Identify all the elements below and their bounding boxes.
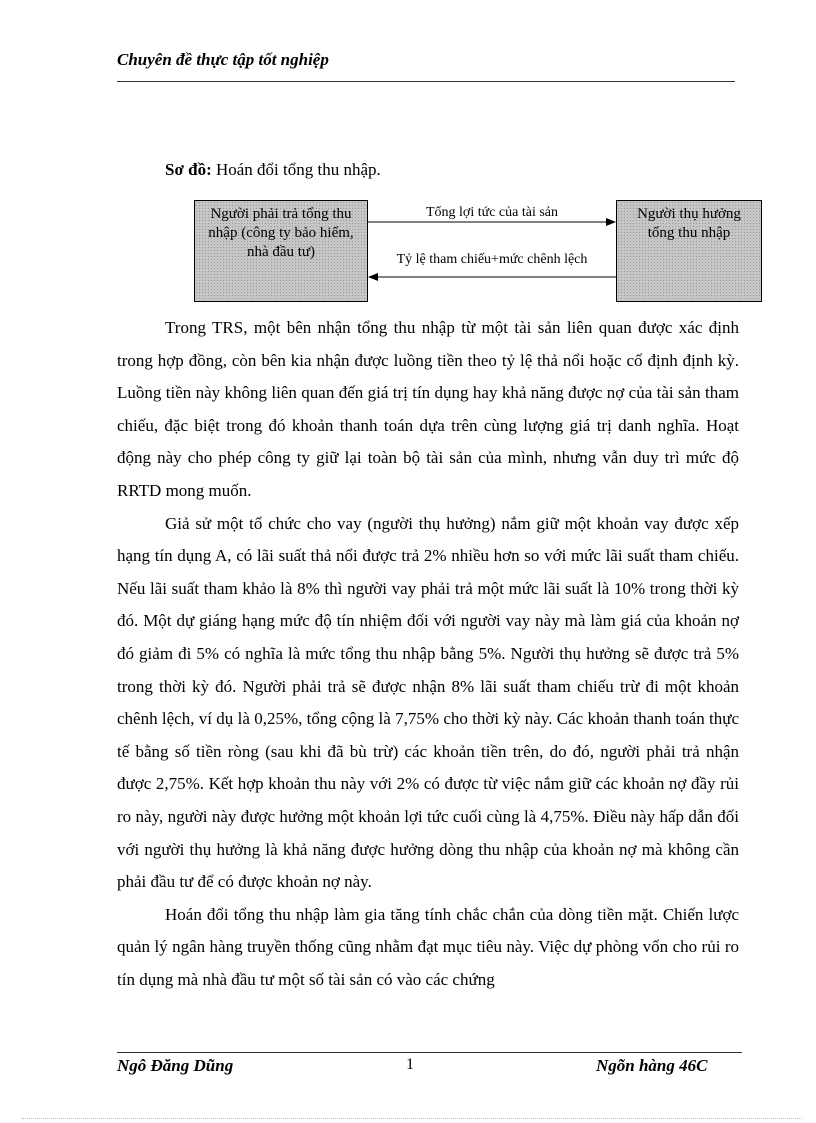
page-number: 1: [406, 1056, 414, 1073]
top-arrow-label: Tổng lợi tức của tài sản: [425, 205, 558, 220]
body-text: [117, 312, 739, 996]
paragraph: Giả sử một tổ chức cho vay (người thụ hưởng) nắm giữ một khoản vay được xếp hạng tín dụng A, có lãi suất thả nổi được trả 2% nhiều hơn so với mức lãi suất tham chiếu. Nếu lãi suất tham khảo là 8% thì người vay phải trả một mức lãi suất là 10% trong thời kỳ đó. Một dự giáng hạng mức độ tín nhiệm đối với người vay này mà làm giá của khoản nợ đó giảm đi 5% có nghĩa là mức tổng thu nhập bằng 5%. Người thụ hưởng sẽ được trả 5% trong thời kỳ đó. Người phải trả sẽ được nhận 8% lãi suất tham chiếu trừ đi một khoản chênh lệch, ví dụ là 0,25%, tổng cộng là 7,75% cho thời kỳ này. Các khoản thanh toán thực tế bằng số tiền ròng (sau khi đã bù trừ) các khoản tiền trên, do đó, người phải trả nhận được 2,75%. Kết hợp khoản thu này với 2% có được từ việc nắm giữ các khoản nợ đầy rủi ro này, người này được hưởng một khoản lợi tức cuối cùng là 4,75%. Điều này hấp dẫn đối với người thụ hưởng là khả năng được hưởng dòng thu nhập của khoản nợ mà không cần phải đầu tư để có được khoản nợ này.: [117, 513, 739, 892]
payer-box: Người phải trả tổng thu nhập (công ty bảo hiểm, nhà đầu tư): [194, 200, 368, 302]
caption-label: Sơ đồ:: [165, 160, 212, 179]
paragraph: Trong TRS, một bên nhận tổng thu nhập từ một tài sản liên quan được xác định trong hợp đồng, còn bên kia nhận được luồng tiền theo tỷ lệ thả nổi hoặc cố định định kỳ. Luồng tiền này không liên quan đến giá trị tín dụng hay khả năng được nợ của tài sản tham chiếu, đặc biệt trong đó khoản thanh toán dựa trên cùng lượng giá trị danh nghĩa. Hoạt động này cho phép công ty giữ lại toàn bộ tài sản của mình, nhưng vẫn duy trì mức độ RRTD mong muốn.: [117, 318, 739, 500]
receiver-box: Người thụ hưởng tổng thu nhập: [616, 200, 762, 302]
footer-divider: [117, 1052, 742, 1053]
bottom-arrow-head: [368, 273, 378, 281]
page-edge: [22, 1118, 802, 1119]
bottom-arrow-label: Tỷ lệ tham chiếu+mức chênh lệch: [396, 252, 588, 267]
header-title: Chuyên đề thực tập tốt nghiệp: [117, 50, 329, 69]
header-divider: [117, 81, 735, 82]
footer-class: Ngõn hàng 46C: [596, 1056, 708, 1075]
footer-author: Ngô Đăng Dũng: [117, 1056, 234, 1075]
caption-text: Hoán đổi tổng thu nhập.: [211, 160, 381, 179]
paragraph: Hoán đổi tổng thu nhập làm gia tăng tính chắc chắn của dòng tiền mặt. Chiến lược quản lý ngân hàng truyền thống cũng nhằm đạt mục tiêu này. Việc dự phòng vốn cho rủi ro tín dụng mà nhà đầu tư một số tài sản có vào các chứng: [117, 904, 739, 989]
diagram-caption: [165, 160, 381, 180]
